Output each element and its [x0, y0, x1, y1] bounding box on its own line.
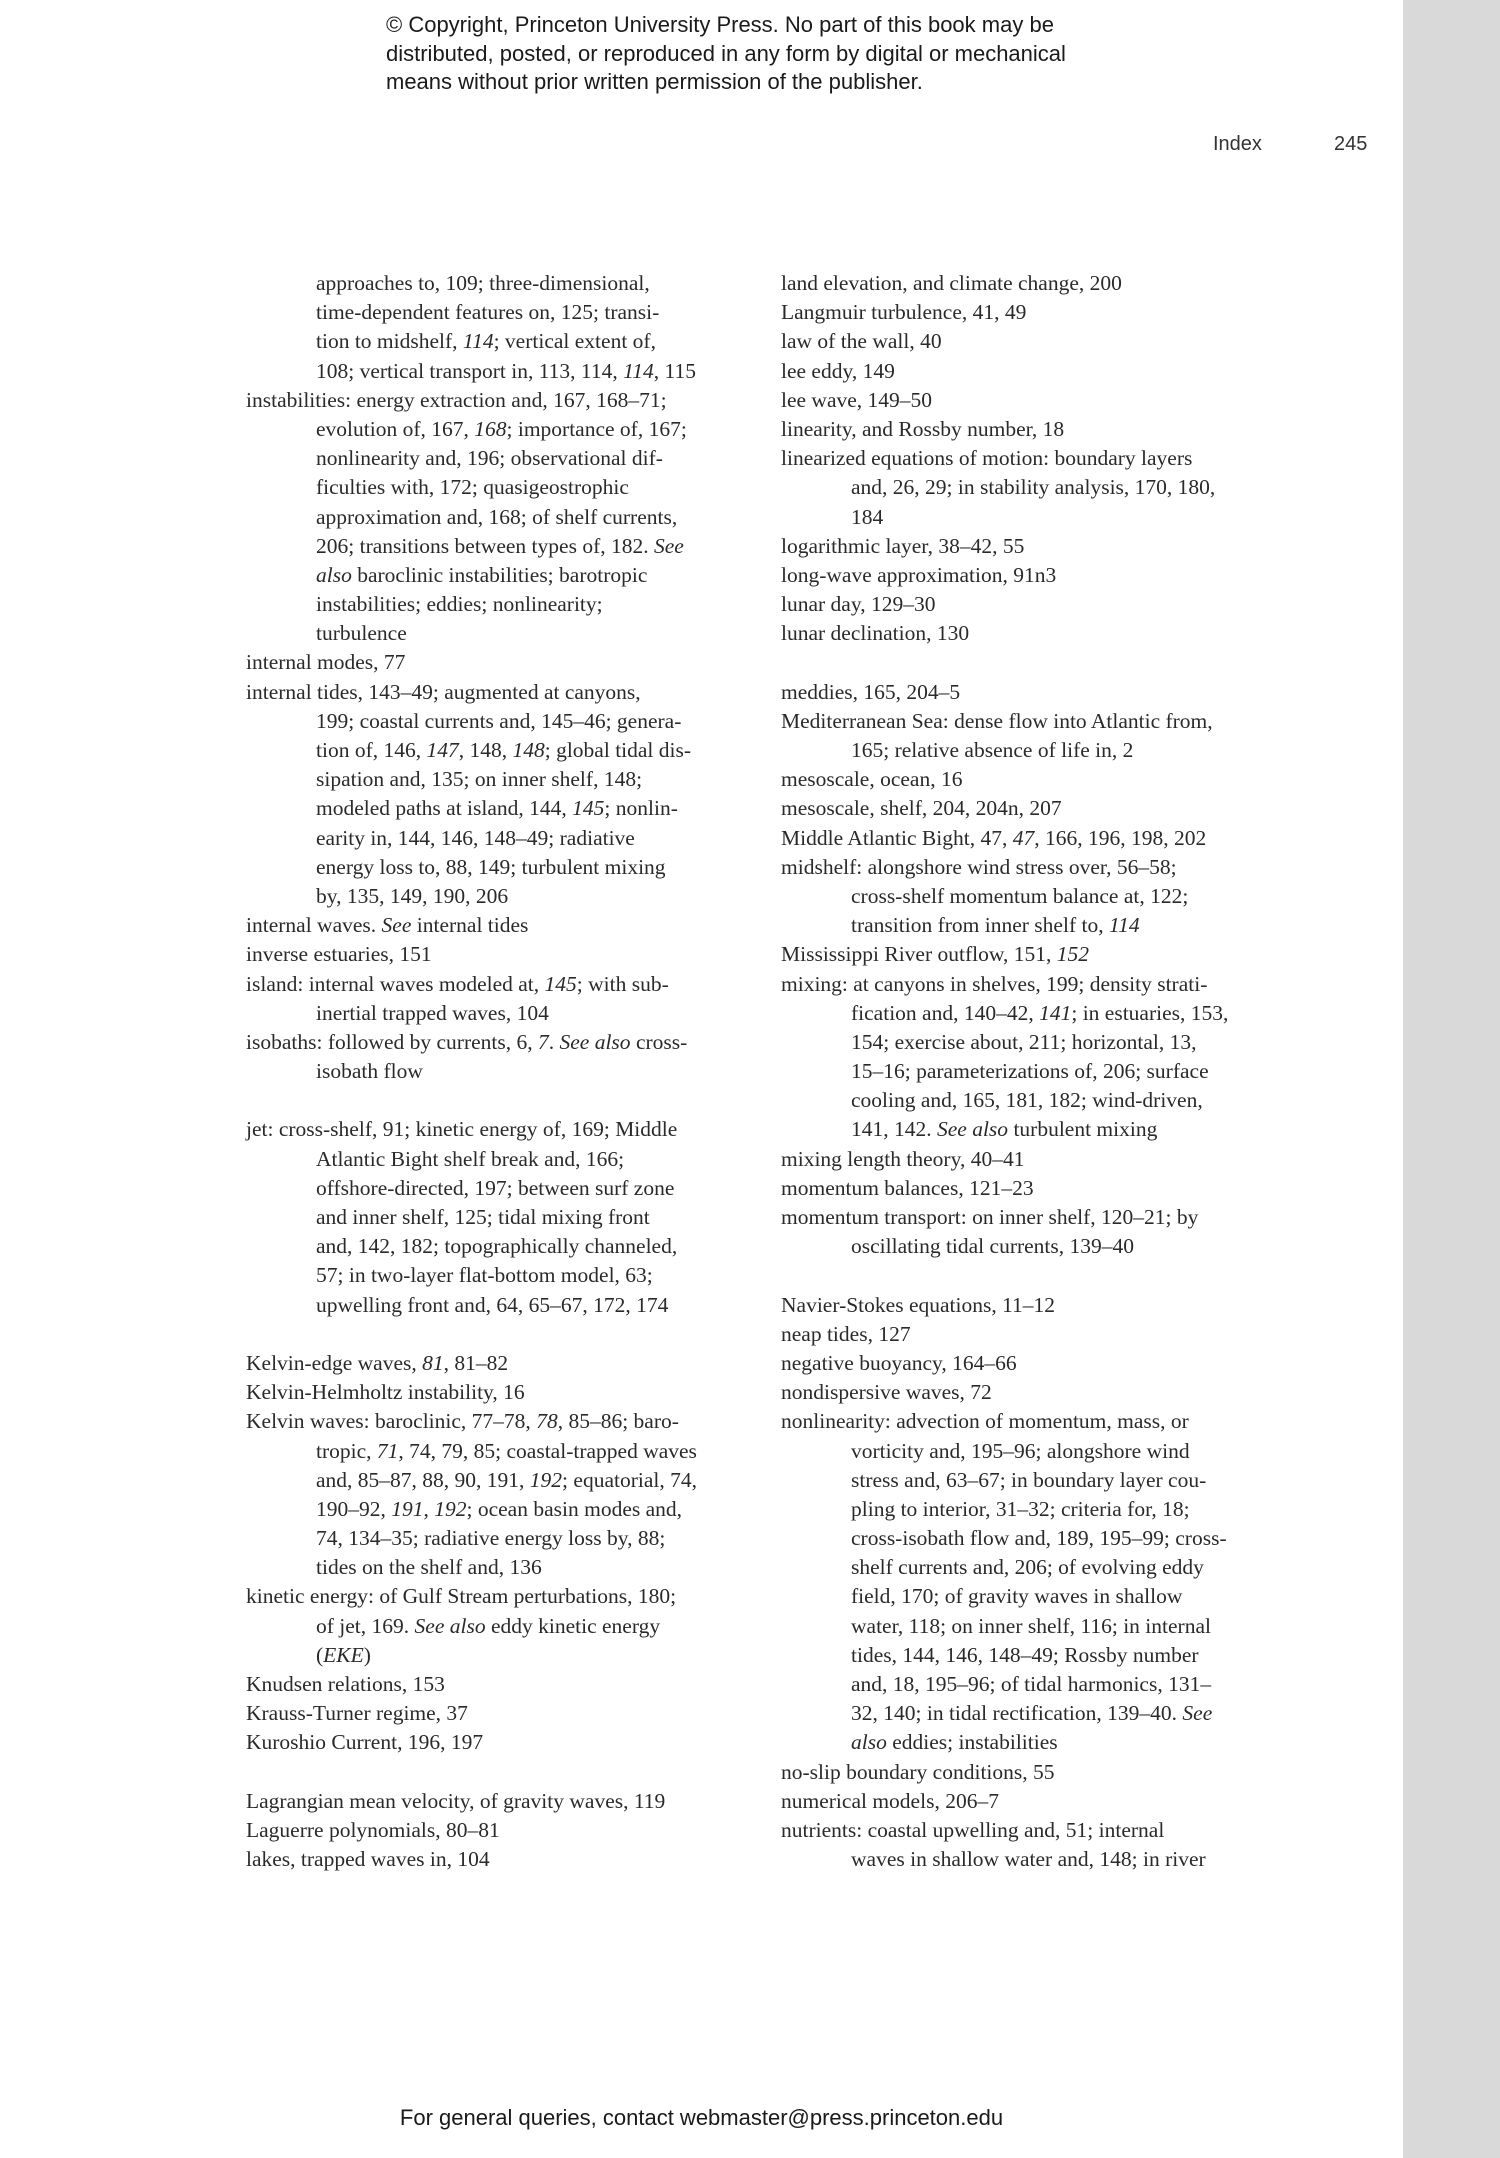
- index-section-gap: [781, 648, 1301, 677]
- index-entry-continuation: 57; in two-layer flat-bottom model, 63;: [316, 1263, 653, 1288]
- index-entry: momentum transport: on inner shelf, 120–21; by: [781, 1205, 1199, 1229]
- index-entry-continuation: turbulence: [316, 621, 407, 646]
- index-entry-continuation: modeled paths at island, 144, 145; nonlin-: [316, 796, 678, 821]
- index-section-gap: [246, 1320, 766, 1349]
- index-entry-continuation: energy loss to, 88, 149; turbulent mixing: [316, 854, 666, 879]
- index-entry-continuation: tion of, 146, 147, 148, 148; global tidal dis-: [316, 738, 692, 762]
- index-entry-continuation: and, 26, 29; in stability analysis, 170, 180,: [851, 475, 1216, 500]
- index-entry-continuation: instabilities; eddies; nonlinearity;: [316, 592, 603, 617]
- index-entry-continuation: shelf currents and, 206; of evolving eddy: [851, 1555, 1204, 1580]
- index-entry-continuation: time-dependent features on, 125; transi-: [316, 300, 660, 325]
- index-entry-continuation: approaches to, 109; three-dimensional,: [316, 271, 650, 295]
- index-entry: lee eddy, 149: [781, 358, 895, 383]
- index-entry-continuation: tropic, 71, 74, 79, 85; coastal-trapped waves: [316, 1438, 697, 1463]
- index-entry-continuation: water, 118; on inner shelf, 116; in internal: [851, 1613, 1211, 1638]
- index-entry-continuation: approximation and, 168; of shelf currents,: [316, 504, 678, 529]
- index-entry: long-wave approximation, 91n3: [781, 562, 1057, 587]
- index-entry: Kelvin waves: baroclinic, 77–78, 78, 85–86; baro-: [246, 1409, 679, 1434]
- index-entry: isobaths: followed by currents, 6, 7. See also cross-: [246, 1029, 688, 1054]
- index-entry: nutrients: coastal upwelling and, 51; internal: [781, 1817, 1165, 1842]
- index-entry-continuation: fication and, 140–42, 141; in estuaries, 153,: [851, 1000, 1229, 1025]
- index-entry-continuation: 15–16; parameterizations of, 206; surface: [851, 1059, 1209, 1084]
- index-entry-continuation: inertial trapped waves, 104: [316, 1000, 549, 1025]
- index-entry: neap tides, 127: [781, 1321, 911, 1346]
- index-column-right: [781, 269, 1301, 1874]
- index-entry: numerical models, 206–7: [781, 1788, 999, 1813]
- index-entry: law of the wall, 40: [781, 329, 942, 354]
- index-entry-continuation: 206; transitions between types of, 182. See: [316, 533, 684, 558]
- index-entry: lee wave, 149–50: [781, 387, 933, 412]
- index-entry-continuation: transition from inner shelf to, 114: [851, 913, 1140, 938]
- index-entry: nondispersive waves, 72: [781, 1380, 992, 1405]
- index-entry: Kuroshio Current, 196, 197: [246, 1730, 484, 1755]
- index-entry: Mediterranean Sea: dense flow into Atlantic from,: [781, 708, 1213, 733]
- index-entry: Lagrangian mean velocity, of gravity waves, 119: [246, 1788, 666, 1813]
- index-entry-continuation: cross-isobath flow and, 189, 195–99; cross-: [851, 1526, 1227, 1551]
- index-section-gap: [246, 1086, 766, 1115]
- index-entry-continuation: 32, 140; in tidal rectification, 139–40. See: [851, 1701, 1213, 1726]
- index-entry-continuation: tion to midshelf, 114; vertical extent of,: [316, 329, 656, 354]
- index-entry: mesoscale, ocean, 16: [781, 767, 963, 792]
- index-entry-continuation: Atlantic Bight shelf break and, 166;: [316, 1146, 625, 1171]
- index-entry: no-slip boundary conditions, 55: [781, 1759, 1055, 1784]
- index-entry-continuation: 165; relative absence of life in, 2: [851, 738, 1134, 762]
- index-entry-continuation: of jet, 169. See also eddy kinetic energy: [316, 1613, 661, 1638]
- index-entry: Kelvin-Helmholtz instability, 16: [246, 1380, 525, 1405]
- index-section-gap: [246, 1758, 766, 1787]
- index-entry: kinetic energy: of Gulf Stream perturbations, 180;: [246, 1584, 677, 1609]
- index-entry-continuation: isobath flow: [316, 1059, 423, 1084]
- index-entry-continuation: oscillating tidal currents, 139–40: [851, 1234, 1135, 1259]
- index-entry: mixing length theory, 40–41: [781, 1146, 1025, 1171]
- index-entry: jet: cross-shelf, 91; kinetic energy of, 169; Middle: [246, 1117, 678, 1142]
- index-entry-continuation: 154; exercise about, 211; horizontal, 13,: [851, 1029, 1197, 1054]
- index-entry: internal tides, 143–49; augmented at canyons,: [246, 679, 641, 704]
- index-entry-continuation: cross-shelf momentum balance at, 122;: [851, 883, 1189, 908]
- index-entry-continuation: by, 135, 149, 190, 206: [316, 883, 509, 908]
- index-entry: Navier-Stokes equations, 11–12: [781, 1292, 1056, 1317]
- index-entry-continuation: tides, 144, 146, 148–49; Rossby number: [851, 1642, 1199, 1667]
- index-entry: Mississippi River outflow, 151, 152: [781, 942, 1089, 967]
- index-entry: linearity, and Rossby number, 18: [781, 416, 1065, 441]
- index-entry-continuation: and, 18, 195–96; of tidal harmonics, 131–: [851, 1672, 1212, 1696]
- footer-contact: For general queries, contact webmaster@press.princeton.edu: [399, 2105, 1004, 2130]
- index-entry: lunar day, 129–30: [781, 592, 936, 617]
- copyright-line: © Copyright, Princeton University Press. No part of this book may be: [386, 12, 1054, 37]
- index-entry-continuation: field, 170; of gravity waves in shallow: [851, 1584, 1183, 1609]
- index-entry: Laguerre polynomials, 80–81: [246, 1817, 500, 1842]
- copyright-line: distributed, posted, or reproduced in any form by digital or mechanical: [386, 40, 1066, 66]
- index-entry-continuation: earity in, 144, 146, 148–49; radiative: [316, 825, 635, 850]
- index-entry-continuation: 108; vertical transport in, 113, 114, 114, 115: [316, 358, 696, 383]
- index-entry-continuation: and inner shelf, 125; tidal mixing front: [316, 1205, 650, 1229]
- index-entry: internal waves. See internal tides: [246, 913, 529, 938]
- index-entry: lakes, trapped waves in, 104: [246, 1847, 490, 1872]
- copyright-notice: [386, 11, 1206, 97]
- running-head-section: Index: [1213, 133, 1262, 155]
- index-entry-continuation: and, 85–87, 88, 90, 191, 192; equatorial, 74,: [316, 1467, 697, 1492]
- index-entry-continuation: 199; coastal currents and, 145–46; genera-: [316, 708, 682, 733]
- index-entry: Middle Atlantic Bight, 47, 47, 166, 196, 198, 202: [781, 825, 1207, 850]
- index-entry-continuation: stress and, 63–67; in boundary layer cou-: [851, 1467, 1207, 1492]
- index-section-gap: [781, 1261, 1301, 1290]
- index-entry: inverse estuaries, 151: [246, 942, 432, 967]
- index-entry: island: internal waves modeled at, 145; with sub-: [246, 971, 669, 996]
- copyright-line: means without prior written permission of the publisher.: [386, 69, 923, 94]
- index-entry-continuation: cooling and, 165, 181, 182; wind-driven,: [851, 1088, 1203, 1113]
- index-entry: nonlinearity: advection of momentum, mass, or: [781, 1409, 1189, 1434]
- index-entry-continuation: 190–92, 191, 192; ocean basin modes and,: [316, 1496, 683, 1521]
- page-number: 245: [1334, 133, 1368, 155]
- index-entry-continuation: also eddies; instabilities: [851, 1730, 1058, 1755]
- index-entry-continuation: 184: [851, 504, 884, 529]
- index-entry-continuation: evolution of, 167, 168; importance of, 167;: [316, 416, 687, 441]
- index-entry: internal modes, 77: [246, 650, 406, 675]
- index-entry-continuation: nonlinearity and, 196; observational dif-: [316, 446, 663, 471]
- page-margin-gutter: [1403, 0, 1500, 2158]
- index-entry: Knudsen relations, 153: [246, 1672, 445, 1696]
- index-entry-continuation: ficulties with, 172; quasigeostrophic: [316, 475, 629, 500]
- index-entry: logarithmic layer, 38–42, 55: [781, 533, 1025, 558]
- index-entry: midshelf: alongshore wind stress over, 56–58;: [781, 854, 1177, 879]
- index-entry: linearized equations of motion: boundary layers: [781, 446, 1193, 471]
- index-column-left: [246, 269, 766, 1874]
- index-entry: Kelvin-edge waves, 81, 81–82: [246, 1350, 509, 1375]
- index-entry-continuation: sipation and, 135; on inner shelf, 148;: [316, 767, 643, 792]
- index-entry: land elevation, and climate change, 200: [781, 271, 1122, 295]
- index-entry-continuation: (EKE): [316, 1642, 371, 1667]
- index-entry: mesoscale, shelf, 204, 204n, 207: [781, 796, 1062, 821]
- index-entry-continuation: vorticity and, 195–96; alongshore wind: [851, 1438, 1190, 1463]
- index-entry: meddies, 165, 204–5: [781, 679, 961, 704]
- index-entry: Krauss-Turner regime, 37: [246, 1701, 468, 1726]
- index-entry-continuation: pling to interior, 31–32; criteria for, 18;: [851, 1496, 1190, 1521]
- index-entry-continuation: and, 142, 182; topographically channeled,: [316, 1234, 678, 1259]
- index-entry: Langmuir turbulence, 41, 49: [781, 300, 1027, 325]
- index-entry-continuation: 74, 134–35; radiative energy loss by, 88;: [316, 1526, 666, 1551]
- index-entry-continuation: upwelling front and, 64, 65–67, 172, 174: [316, 1292, 669, 1317]
- index-entry: instabilities: energy extraction and, 167, 168–71;: [246, 387, 667, 412]
- index-entry: lunar declination, 130: [781, 621, 970, 646]
- index-entry-continuation: offshore-directed, 197; between surf zone: [316, 1175, 675, 1200]
- index-entry-continuation: also baroclinic instabilities; barotropic: [316, 562, 648, 587]
- index-entry: mixing: at canyons in shelves, 199; density strati-: [781, 971, 1208, 996]
- index-entry-continuation: 141, 142. See also turbulent mixing: [851, 1117, 1158, 1142]
- index-entry-continuation: tides on the shelf and, 136: [316, 1555, 542, 1580]
- index-entry: momentum balances, 121–23: [781, 1175, 1034, 1200]
- index-entry-continuation: waves in shallow water and, 148; in river: [851, 1847, 1206, 1872]
- index-entry: negative buoyancy, 164–66: [781, 1350, 1017, 1375]
